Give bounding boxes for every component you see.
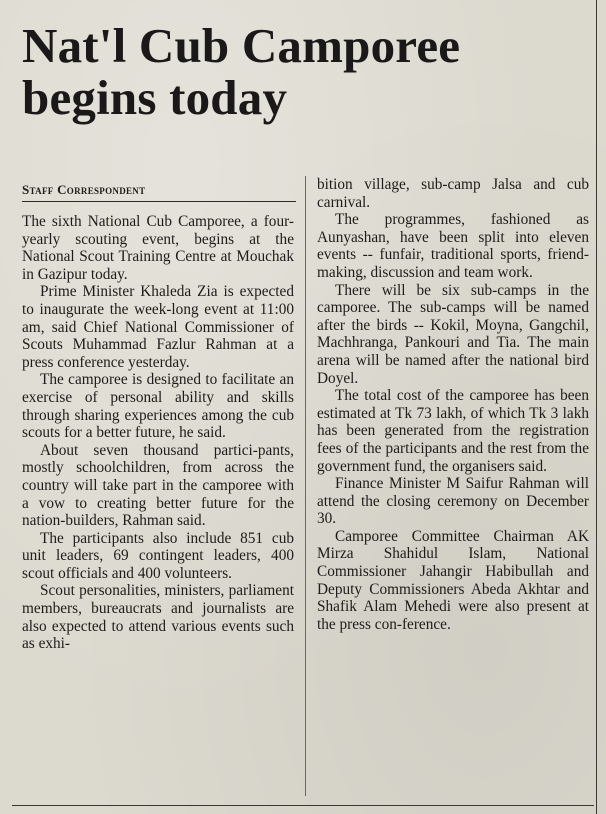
- article-headline: Nat'l Cub Camporee begins today: [22, 18, 461, 125]
- article-column-right: [317, 176, 589, 633]
- paragraph: The participants also include 851 cub unit leaders, 69 contingent leaders, 400 scout officials and 400 volunteers.: [22, 529, 294, 582]
- paragraph: There will be six sub-camps in the camporee. The sub-camps will be named after the birds -- Kokil, Moyna, Gangchil, Machhranga, Pankouri and Tia. The main arena will be named after the national bird Doyel.: [317, 281, 589, 387]
- column-rule-right: [596, 0, 597, 814]
- article-column-left: [22, 213, 294, 653]
- paragraph: bition village, sub-camp Jalsa and cub carnival.: [317, 176, 589, 211]
- paragraph: The total cost of the camporee has been estimated at Tk 73 lakh, of which Tk 3 lakh has been generated from the registration fees of the participants and the rest from the government fund, the organisers said.: [317, 387, 589, 475]
- paragraph: The programmes, fashioned as Aunyashan, have been split into eleven events -- funfair, traditional sports, friend-making, discussion and team work.: [317, 211, 589, 281]
- paragraph: About seven thousand partici-pants, mostly schoolchildren, from across the country will take part in the camporee with a vow to creating better future for the nation-builders, Rahman said.: [22, 441, 294, 530]
- paragraph: Scout personalities, ministers, parliament members, bureaucrats and journalists are also expected to attend various events such as exhi-: [22, 582, 294, 653]
- article-byline: Staff Correspondent: [22, 182, 296, 202]
- paragraph: Finance Minister M Saifur Rahman will attend the closing ceremony on December 30.: [317, 475, 589, 528]
- paragraph: The sixth National Cub Camporee, a four-yearly scouting event, begins at the National Scout Training Centre at Mouchak in Gazipur today.: [22, 213, 294, 283]
- paragraph: Camporee Committee Chairman AK Mirza Shahidul Islam, National Commissioner Jahangir Habibullah and Deputy Commissioners Abeda Akhtar and Shafik Alam Mehedi were also present at the press con-ference.: [317, 527, 589, 633]
- column-rule-bottom: [12, 805, 594, 806]
- paragraph: Prime Minister Khaleda Zia is expected to inaugurate the week-long event at 11:00 am, said Chief National Commissioner of Scouts Muhammad Fazlur Rahman at a press conference yesterday.: [22, 283, 294, 371]
- paragraph: The camporee is designed to facilitate an exercise of personal ability and skills through sharing experiences among the cub scouts for a better future, he said.: [22, 371, 294, 442]
- column-divider: [305, 176, 306, 796]
